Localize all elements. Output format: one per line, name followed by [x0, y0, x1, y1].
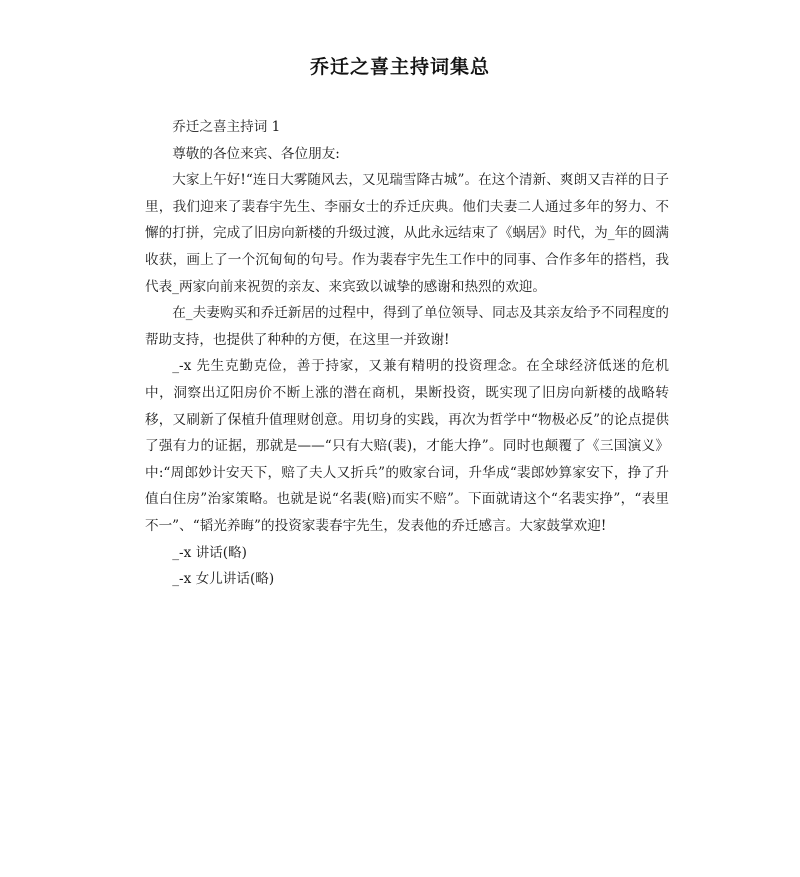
paragraph-heading: 乔迁之喜主持词 1	[172, 119, 281, 135]
paragraph-thanks: 在_夫妻购买和乔迁新居的过程中，得到了单位领导、同志及其亲友给予不同程度的帮助支持，也提供了种种的方便，在这里一并致谢!	[145, 305, 669, 348]
paragraph-salutation: 尊敬的各位来宾、各位朋友:	[172, 145, 340, 162]
document-body	[145, 114, 669, 593]
paragraph-introduction: _-x 先生克勤克俭，善于持家，又兼有精明的投资理念。在全球经济低迷的危机中，洞察出辽阳房价不断上涨的潜在商机，果断投资，既实现了旧房向新楼的战略转移，又刷新了保植升值理财创意。用切身的实践，再次为哲学中“物极必反”的论点提供了强有力的证据，那就是——“只有大赔(裴)，才能大挣”。同时也颠覆了《三国演义》中:“周郎妙计安天下，赔了夫人又折兵”的败家台词，升华成“裴郎妙算家安下，挣了升值白住房”治家策略。也就是说“名裴(赔)而实不赔”。下面就请这个“名裴实挣”，“表里不一”、“韬光养晦”的投资家裴春宇先生，发表他的乔迁感言。大家鼓掌欢迎!	[145, 358, 669, 534]
paragraph-speech: _-x 讲话(略)	[172, 544, 247, 561]
paragraph-daughter-speech: _-x 女儿讲话(略)	[172, 571, 275, 588]
paragraph-opening: 大家上午好!“连日大雾随风去，又见瑞雪降古城”。在这个清新、爽朗又吉祥的日子里，我们迎来了裴春宇先生、李丽女士的乔迁庆典。他们夫妻二人通过多年的努力、不懈的打拼，完成了旧房向新楼的升级过渡，从此永远结束了《蜗居》时代，为_年的圆满收获，画上了一个沉甸甸的句号。作为裴春宇先生工作中的同事、合作多年的搭档，我代表_两家向前来祝贺的亲友、来宾致以诚挚的感谢和热烈的欢迎。	[145, 172, 669, 295]
document-title: 乔迁之喜主持词集总	[309, 56, 490, 78]
